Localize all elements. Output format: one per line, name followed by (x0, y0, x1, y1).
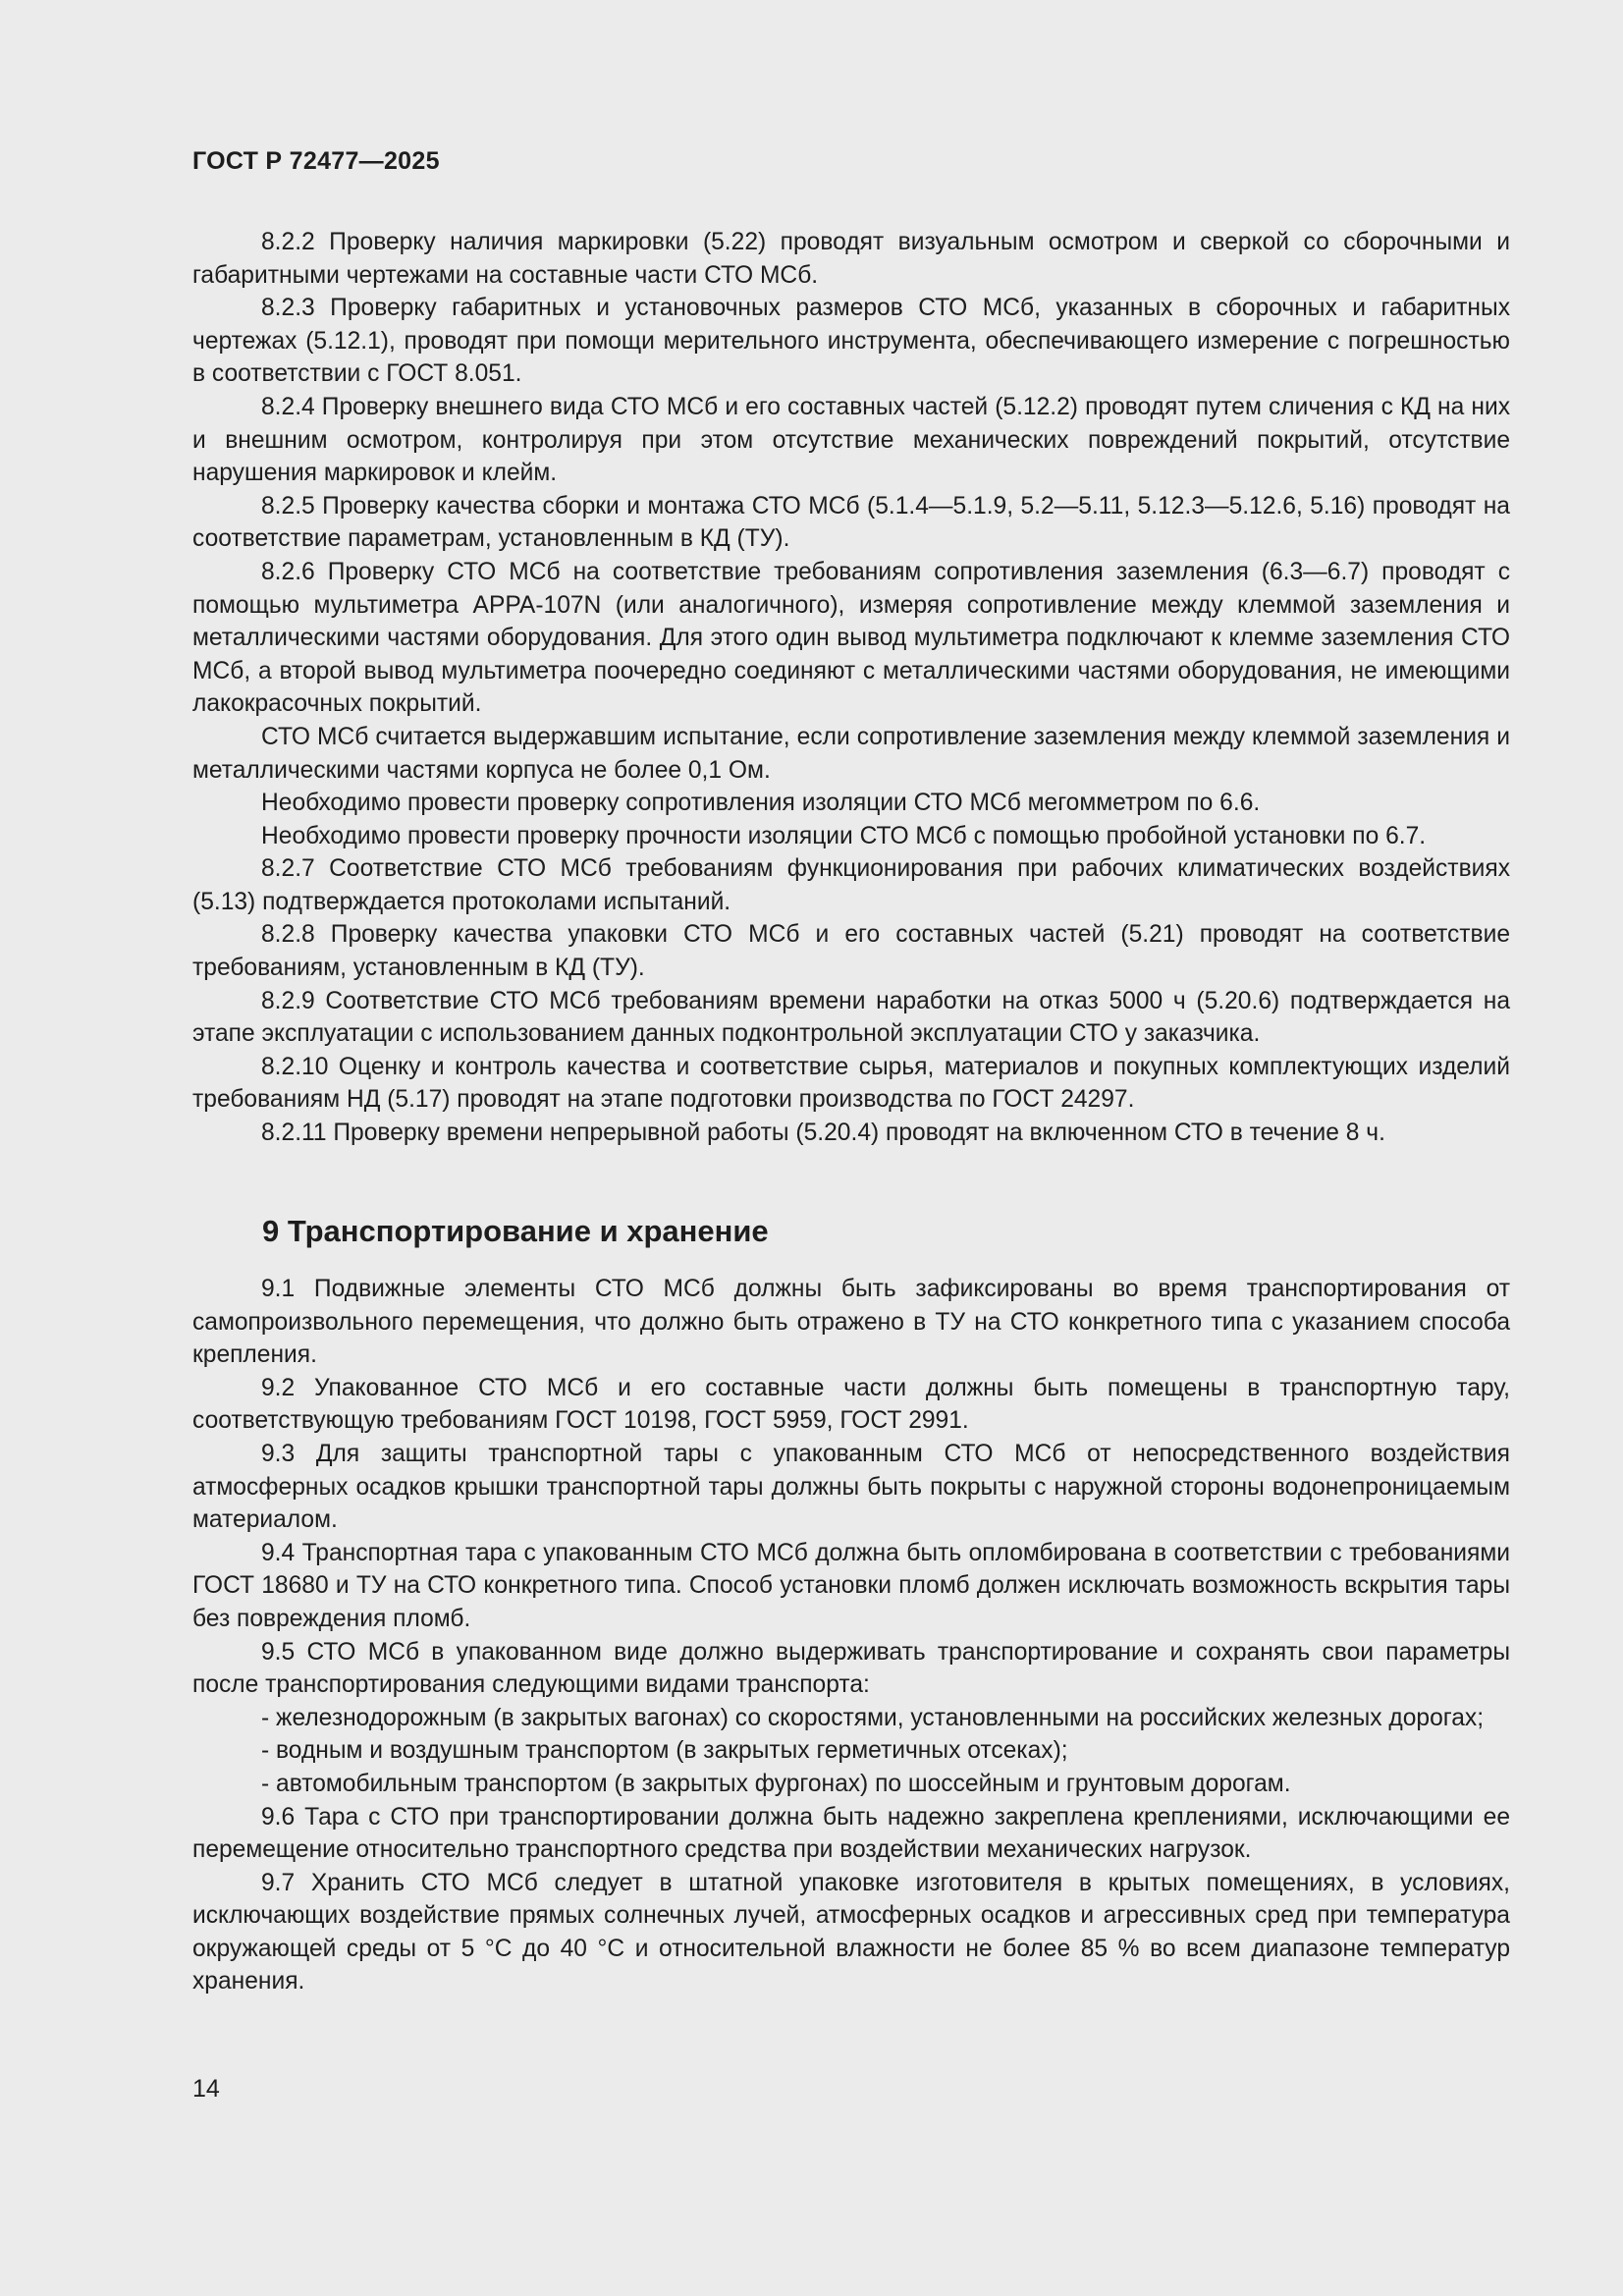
paragraph: 8.2.2 Проверку наличия маркировки (5.22) проводят визуальным осмотром и сверкой со сборочными и габаритными чертежами на составные части СТО МСб. (192, 229, 1510, 289)
page-number: 14 (192, 2075, 220, 2103)
list-item: - автомобильным транспортом (в закрытых фургонах) по шоссейным и грунтовым дорогам. (261, 1770, 1291, 1797)
paragraph: 8.2.7 Соответствие СТО МСб требованиям функционирования при рабочих климатических воздействиях (5.13) подтверждается протоколами испытаний. (192, 855, 1510, 915)
paragraph: 9.2 Упакованное СТО МСб и его составные части должны быть помещены в транспортную тару, соответствующую требованиям ГОСТ 10198, ГОСТ 5959, ГОСТ 2991. (192, 1374, 1510, 1435)
paragraph: 9.1 Подвижные элементы СТО МСб должны быть зафиксированы во время транспортирования от самопроизвольного перемещения, что должно быть отражено в ТУ на СТО конкретного типа с указанием способа крепления. (192, 1276, 1510, 1369)
paragraph: СТО МСб считается выдержавшим испытание, если сопротивление заземления между клеммой заземления и металлическими частями корпуса не более 0,1 Ом. (192, 723, 1510, 784)
paragraph: 8.2.3 Проверку габаритных и установочных размеров СТО МСб, указанных в сборочных и габаритных чертежах (5.12.1), проводят при помощи мерительного инструмента, обеспечивающего измерение с погрешностью в соответствии с ГОСТ 8.051. (192, 295, 1510, 388)
paragraph: 8.2.11 Проверку времени непрерывной работы (5.20.4) проводят на включенном СТО в течение 8 ч. (261, 1120, 1385, 1147)
paragraph: Необходимо провести проверку прочности изоляции СТО МСб с помощью пробойной установки по 6.7. (261, 822, 1427, 849)
paragraph: 9.4 Транспортная тара с упакованным СТО МСб должна быть опломбирована в соответствии с требованиями ГОСТ 18680 и ТУ на СТО конкретного типа. Способ установки пломб должен исключать возможность вскрытия тары без повреждения пломб. (192, 1539, 1510, 1632)
paragraph: 9.7 Хранить СТО МСб следует в штатной упаковке изготовителя в крытых помещениях, в условиях, исключающих воздействие прямых солнечных лучей, атмосферных осадков и агрессивных сред при температура окружающей среды от 5 °С до 40 °С и относительной влажности не более 85 % во всем диапазоне температур хранения. (192, 1869, 1510, 1995)
paragraph: 8.2.8 Проверку качества упаковки СТО МСб и его составных частей (5.21) проводят на соответствие требованиям, установленным в КД (ТУ). (192, 921, 1510, 982)
paragraph: 9.6 Тара с СТО при транспортировании должна быть надежно закреплена креплениями, исключающими ее перемещение относительно транспортного средства при воздействии механических нагрузок. (192, 1803, 1510, 1864)
paragraph: 8.2.10 Оценку и контроль качества и соответствие сырья, материалов и покупных комплектующих изделий требованиям НД (5.17) проводят на этапе подготовки производства по ГОСТ 24297. (192, 1053, 1510, 1114)
paragraph: 8.2.6 Проверку СТО МСб на соответствие требованиям сопротивления заземления (6.3—6.7) проводят с помощью мультиметра APPA-107N (или аналогичного), измеряя сопротивление между клеммой заземления и металлическими частями оборудования. Для этого один вывод мультиметра подключают к клемме заземления СТО МСб, а второй вывод мультиметра поочередно соединяют с металлическими частями оборудования, не имеющими лакокрасочных покрытий. (192, 558, 1510, 718)
list-item: - водным и воздушным транспортом (в закрытых герметичных отсеках); (261, 1737, 1068, 1765)
paragraph: 9.3 Для защиты транспортной тары с упакованным СТО МСб от непосредственного воздействия атмосферных осадков крышки транспортной тары должны быть покрыты с наружной стороны водонепроницаемым материалом. (192, 1440, 1510, 1534)
section-heading: 9 Транспортирование и хранение (262, 1214, 769, 1248)
paragraph: Необходимо провести проверку сопротивления изоляции СТО МСб мегомметром по 6.6. (261, 790, 1261, 817)
paragraph: 8.2.5 Проверку качества сборки и монтажа СТО МСб (5.1.4—5.1.9, 5.2—5.11, 5.12.3—5.12.6, 5.16) проводят на соответствие параметрам, установленным в КД (ТУ). (192, 492, 1510, 553)
paragraph: 8.2.4 Проверку внешнего вида СТО МСб и его составных частей (5.12.2) проводят путем сличения с КД на них и внешним осмотром, контролируя при этом отсутствие механических повреждений покрытий, отсутствие нарушения маркировок и клейм. (192, 393, 1510, 487)
list-item: - железнодорожным (в закрытых вагонах) со скоростями, установленными на российских железных дорогах; (261, 1704, 1485, 1731)
section-8-2-text (192, 226, 1510, 1150)
paragraph: 8.2.9 Соответствие СТО МСб требованиям времени наработки на отказ 5000 ч (5.20.6) подтверждается на этапе эксплуатации с использованием данных подконтрольной эксплуатации СТО у заказчика. (192, 987, 1510, 1048)
section-9-text (192, 1273, 1510, 1998)
paragraph: 9.5 СТО МСб в упакованном виде должно выдерживать транспортирование и сохранять свои параметры после транспортирования следующими видами транспорта: (192, 1638, 1510, 1699)
document-header: ГОСТ Р 72477—2025 (192, 147, 440, 175)
